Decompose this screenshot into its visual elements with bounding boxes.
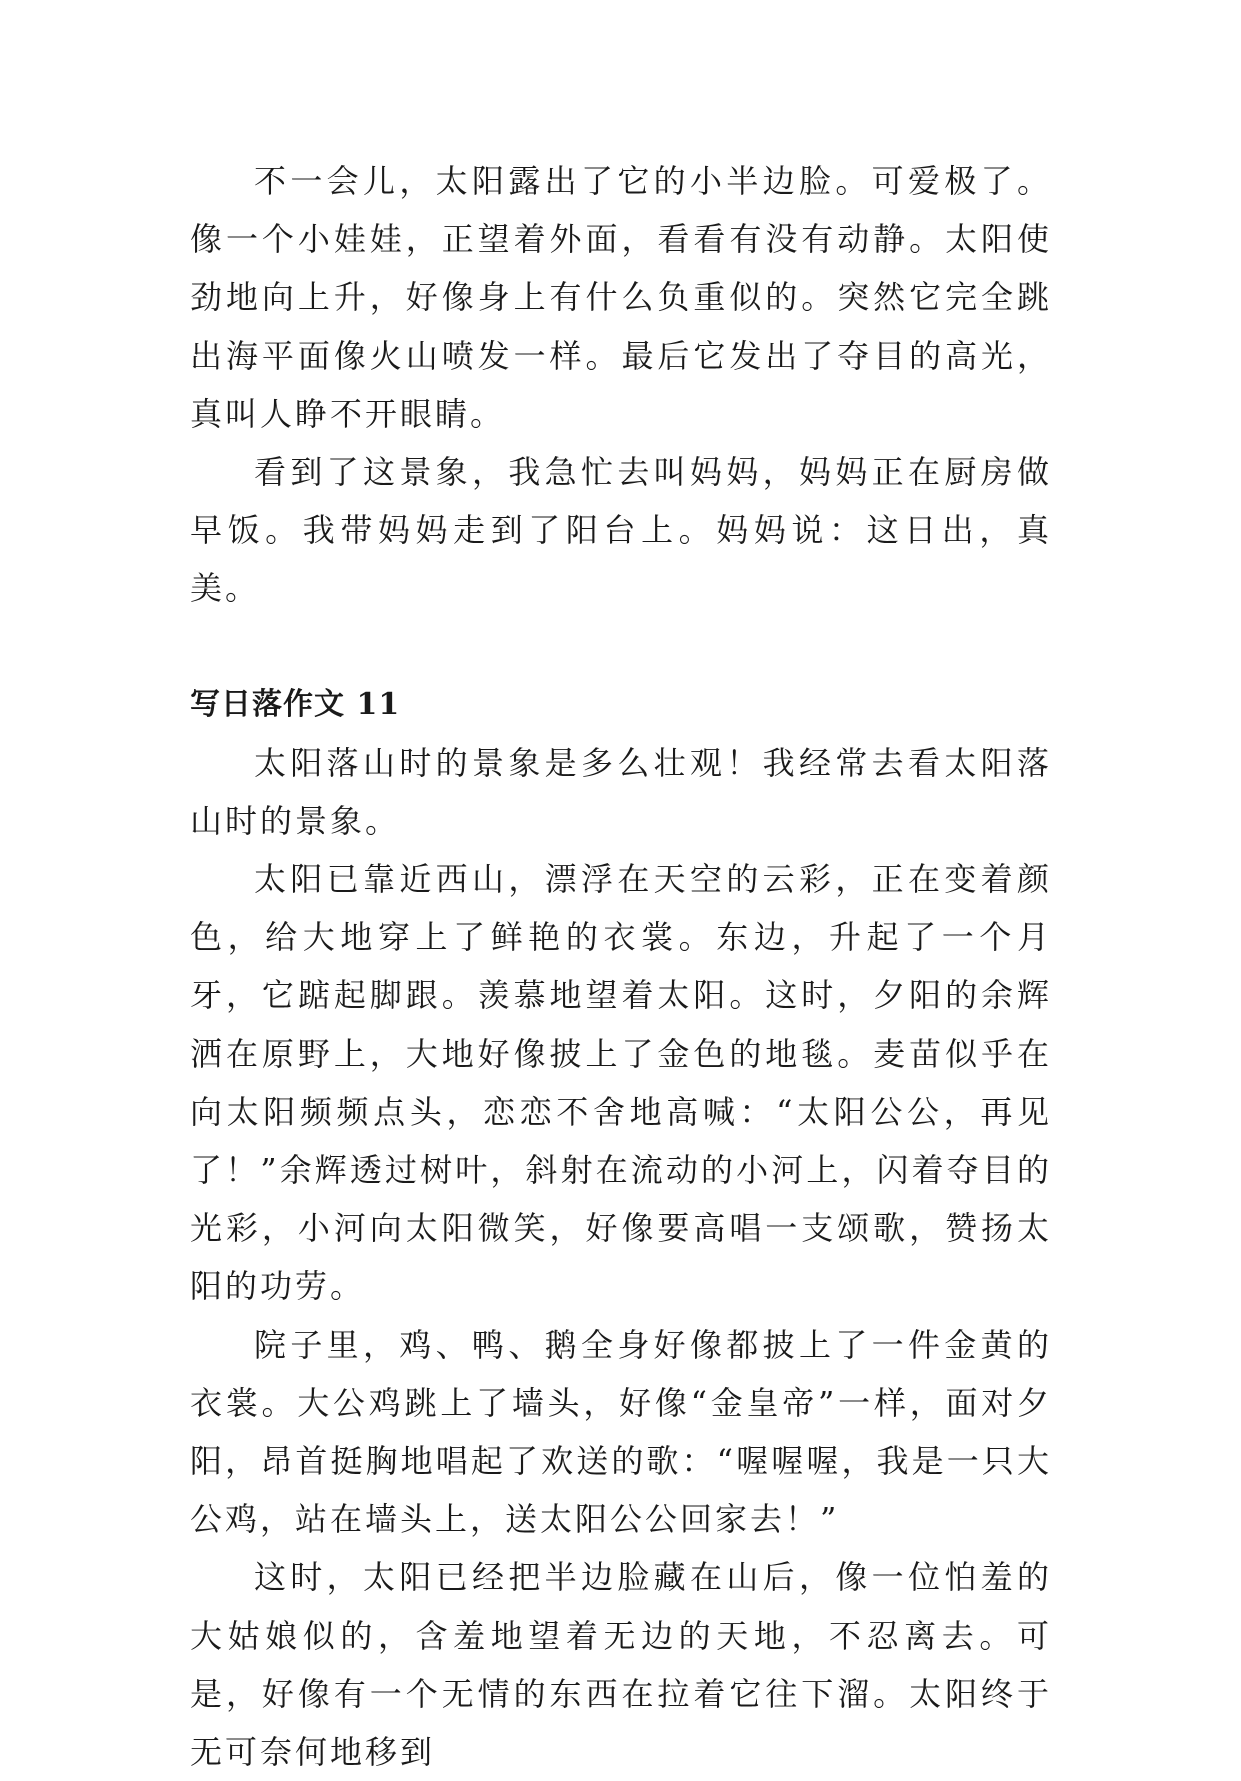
section-title: 写日落作文 11 bbox=[190, 686, 401, 722]
document-page bbox=[190, 152, 1052, 1781]
paragraph-sunset-1: 太阳落山时的景象是多么壮观！我经常去看太阳落山时的景象。 bbox=[190, 743, 1052, 840]
paragraph-sunset-3: 院子里，鸡、鸭、鹅全身好像都披上了一件金黄的衣裳。大公鸡跳上了墙头，好像“金皇帝”一样，面对夕阳，昂首挺胸地唱起了欢送的歌：“喔喔喔，我是一只大公鸡，站在墙头上，送太阳公公回家去！” bbox=[190, 1325, 1052, 1539]
paragraph-sunset-2: 太阳已靠近西山，漂浮在天空的云彩，正在变着颜色，给大地穿上了鲜艳的衣裳。东边，升起了一个月牙，它踮起脚跟。羡慕地望着太阳。这时，夕阳的余辉洒在原野上，大地好像披上了金色的地毯。麦苗似乎在向太阳频频点头，恋恋不舍地高喊：“太阳公公，再见了！”余辉透过树叶，斜射在流动的小河上，闪着夺目的光彩，小河向太阳微笑，好像要高唱一支颂歌，赞扬太阳的功劳。 bbox=[190, 860, 1052, 1306]
paragraph-sunset-4: 这时，太阳已经把半边脸藏在山后，像一位怕羞的大姑娘似的，含羞地望着无边的天地，不忍离去。可是，好像有一个无情的东西在拉着它往下溜。太阳终于无可奈何地移到 bbox=[190, 1558, 1052, 1772]
paragraph-sunrise-2: 看到了这景象，我急忙去叫妈妈，妈妈正在厨房做早饭。我带妈妈走到了阳台上。妈妈说：这日出，真美。 bbox=[190, 453, 1052, 608]
paragraph-sunrise-1: 不一会儿，太阳露出了它的小半边脸。可爱极了。像一个小娃娃，正望着外面，看看有没有动静。太阳使劲地向上升，好像身上有什么负重似的。突然它完全跳出海平面像火山喷发一样。最后它发出了夺目的高光，真叫人睁不开眼睛。 bbox=[190, 162, 1052, 433]
